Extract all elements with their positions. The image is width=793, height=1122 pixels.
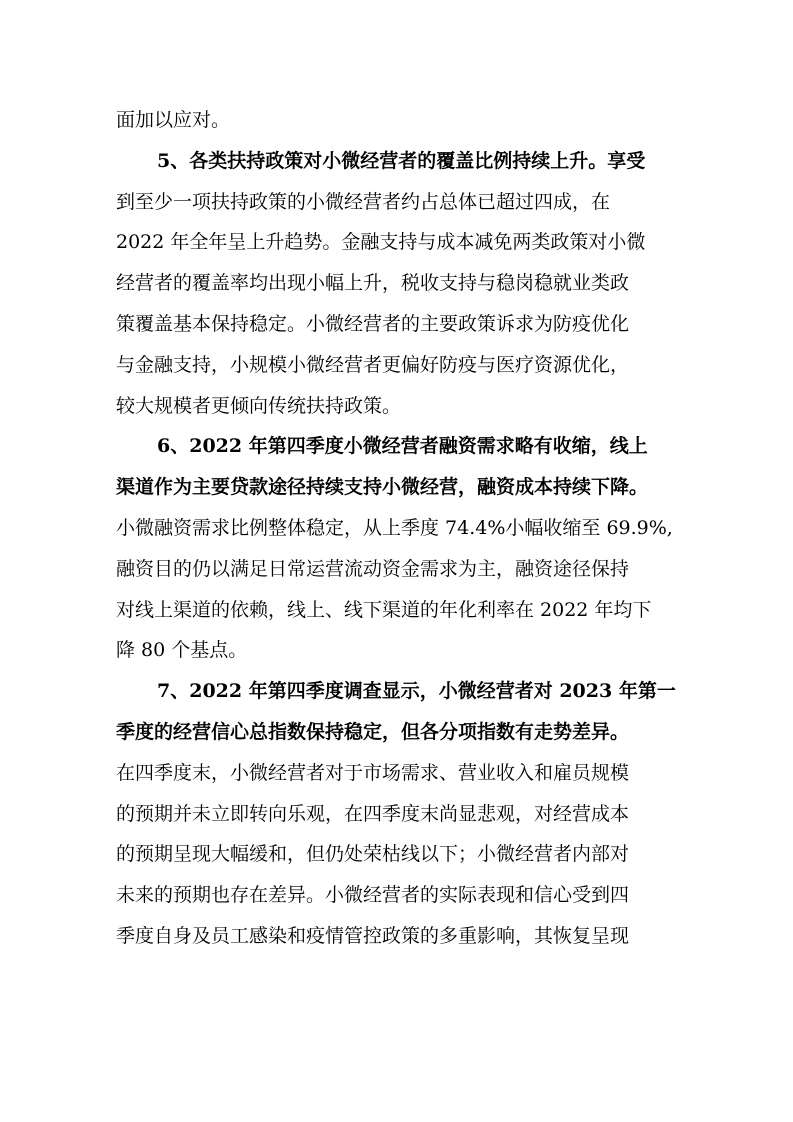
text-line: 未来的预期也存在差异。小微经营者的实际表现和信心受到四	[116, 884, 630, 907]
text-line: 的预期并未立即转向乐观，在四季度末尚显悲观，对经营成本	[116, 802, 630, 825]
text-line: 较大规模者更倾向传统扶持政策。	[116, 394, 402, 417]
text-line: 在四季度末，小微经营者对于市场需求、营业收入和雇员规模	[116, 761, 630, 784]
section-heading-line: 5、各类扶持政策对小微经营者的覆盖比例持续上升。享受	[157, 149, 646, 172]
text-line: 降 80 个基点。	[116, 639, 248, 662]
text-line: 经营者的覆盖率均出现小幅上升，税收支持与稳岗稳就业类政	[116, 272, 630, 295]
text-line: 季度自身及员工感染和疫情管控政策的多重影响，其恢复呈现	[116, 925, 630, 947]
section-heading-line: 7、2022 年第四季度调查显示，小微经营者对 2023 年第一	[157, 680, 676, 703]
section-heading-line: 6、2022 年第四季度小微经营者融资需求略有收缩，线上	[157, 435, 648, 458]
section-heading-line: 季度的经营信心总指数保持稳定，但各分项指数有走势差异。	[116, 721, 630, 743]
text-line: 面加以应对。	[116, 109, 231, 131]
text-line: 到至少一项扶持政策的小微经营者约占总体已超过四成，在	[116, 190, 611, 213]
text-line: 融资目的仍以满足日常运营流动资金需求为主，融资途径保持	[116, 557, 630, 580]
text-line: 的预期呈现大幅缓和，但仍处荣枯线以下；小微经营者内部对	[116, 843, 630, 866]
section-heading-line: 渠道作为主要贷款途径持续支持小微经营，融资成本持续下降。	[116, 476, 649, 499]
text-line: 小微融资需求比例整体稳定，从上季度 74.4%小幅收缩至 69.9%,	[116, 517, 673, 539]
text-line: 对线上渠道的依赖，线上、线下渠道的年化利率在 2022 年均下	[116, 598, 652, 621]
text-line: 与金融支持，小规模小微经营者更偏好防疫与医疗资源优化，	[116, 353, 630, 376]
text-line: 2022 年全年呈上升趋势。金融支持与成本减免两类政策对小微	[116, 231, 646, 254]
text-line: 策覆盖基本保持稳定。小微经营者的主要政策诉求为防疫优化	[116, 313, 630, 335]
